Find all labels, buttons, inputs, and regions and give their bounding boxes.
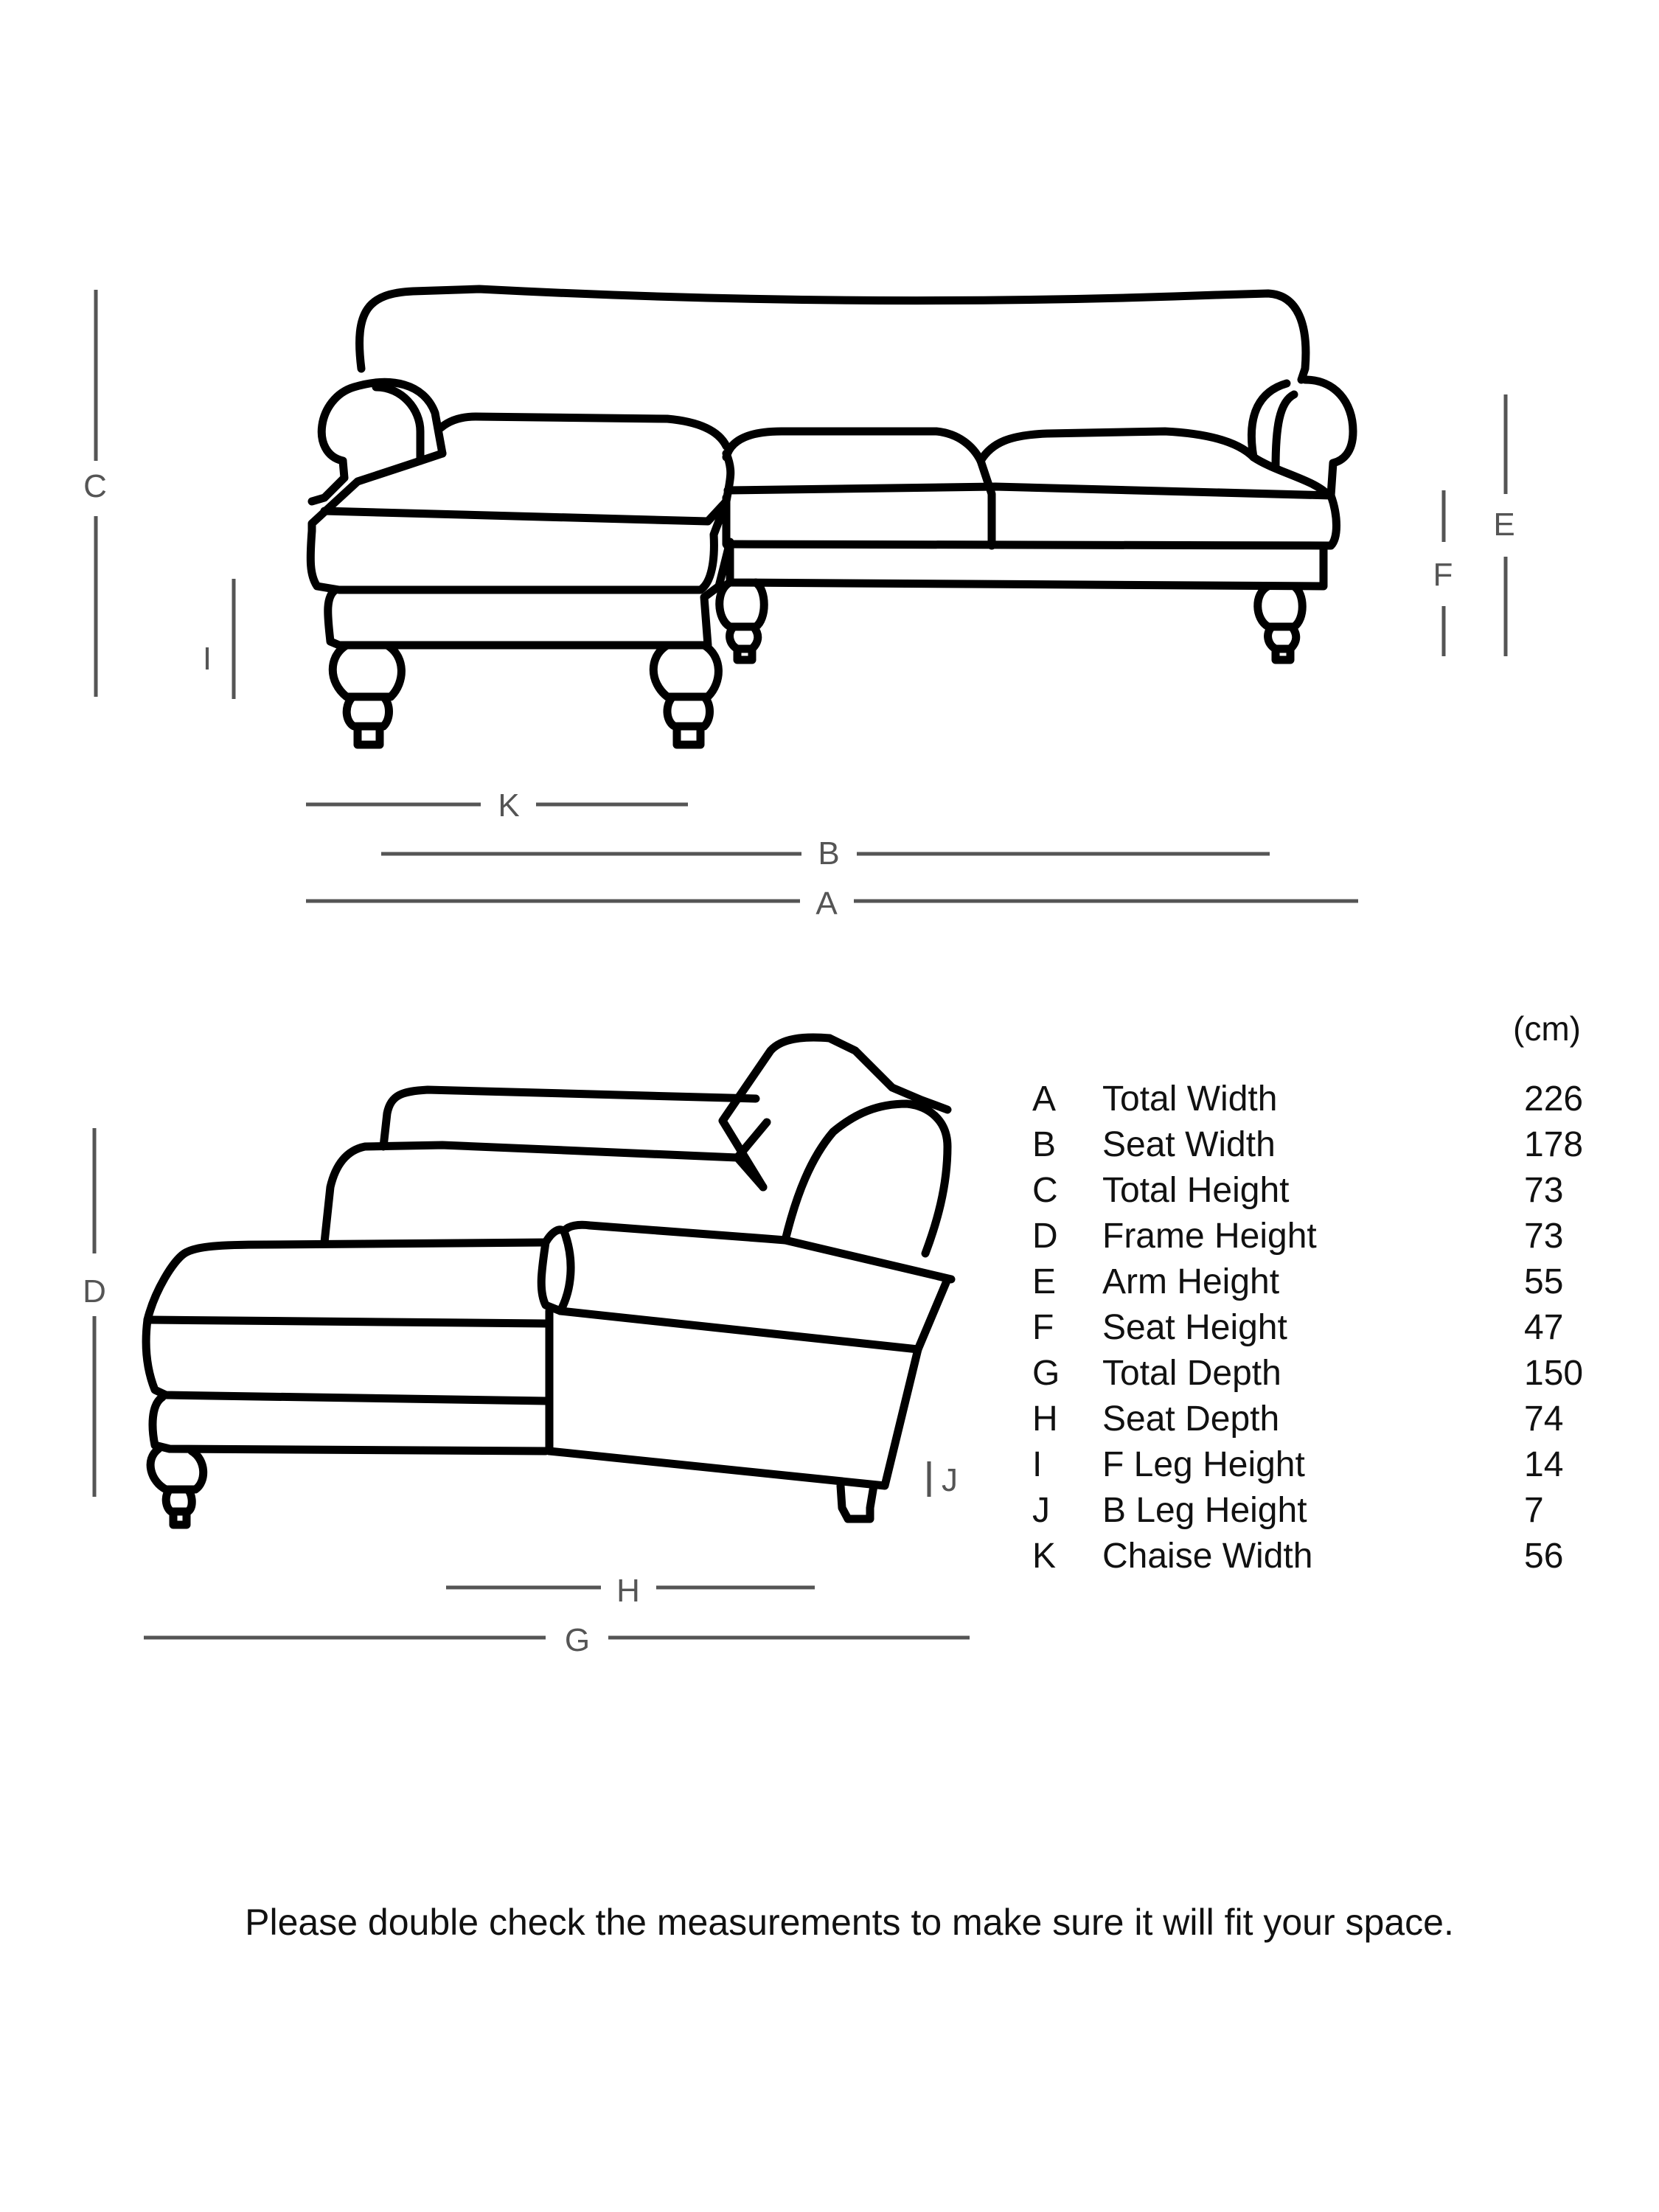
spec-name: F Leg Height [1102, 1445, 1305, 1484]
spec-row-a [1018, 1077, 1607, 1122]
dimension-label-i: I [202, 641, 212, 677]
spec-name: Seat Depth [1102, 1399, 1280, 1439]
spec-row-d [1018, 1214, 1607, 1259]
spec-name: Arm Height [1102, 1262, 1280, 1301]
spec-letter: F [1032, 1308, 1054, 1347]
spec-letter: A [1032, 1079, 1057, 1119]
spec-value: 74 [1524, 1399, 1564, 1439]
spec-value: 73 [1524, 1217, 1564, 1256]
spec-value: 14 [1524, 1445, 1564, 1484]
dimension-label-e: E [1493, 507, 1515, 543]
spec-name: Total Width [1102, 1079, 1278, 1119]
dimension-label-f: F [1433, 557, 1453, 593]
spec-row-i [1018, 1442, 1607, 1488]
dimension-label-g: G [564, 1622, 591, 1658]
side-view-sofa-drawing [146, 1037, 951, 1525]
spec-row-b [1018, 1122, 1607, 1168]
spec-letter: I [1032, 1445, 1043, 1484]
dimension-label-c: C [83, 468, 107, 504]
dimension-label-b: B [818, 835, 840, 872]
spec-value: 73 [1524, 1171, 1564, 1210]
spec-letter: K [1032, 1537, 1057, 1576]
spec-value: 150 [1524, 1354, 1584, 1393]
spec-row-k [1018, 1534, 1607, 1579]
spec-row-e [1018, 1259, 1607, 1305]
spec-value: 178 [1524, 1125, 1584, 1164]
spec-value: 7 [1524, 1491, 1544, 1530]
spec-letter: J [1032, 1491, 1050, 1530]
spec-name: Frame Height [1102, 1217, 1317, 1256]
spec-name: Chaise Width [1102, 1537, 1313, 1576]
spec-value: 226 [1524, 1079, 1584, 1119]
spec-value: 55 [1524, 1262, 1564, 1301]
spec-value: 47 [1524, 1308, 1564, 1347]
spec-row-g [1018, 1351, 1607, 1397]
dimension-label-d: D [83, 1273, 106, 1310]
dimension-label-k: K [498, 787, 520, 824]
spec-name: B Leg Height [1102, 1491, 1307, 1530]
spec-letter: G [1032, 1354, 1060, 1393]
fit-disclaimer-note: Please double check the measurements to make sure it will fit your space. [245, 1902, 1454, 1943]
spec-row-h [1018, 1397, 1607, 1442]
spec-letter: C [1032, 1171, 1058, 1210]
spec-row-f [1018, 1305, 1607, 1351]
spec-name: Seat Height [1102, 1308, 1287, 1347]
unit-label: (cm) [1513, 1009, 1581, 1048]
spec-letter: D [1032, 1217, 1058, 1256]
spec-row-c [1018, 1168, 1607, 1214]
spec-name: Total Height [1102, 1171, 1290, 1210]
dimension-label-a: A [815, 886, 838, 922]
spec-name: Seat Width [1102, 1125, 1276, 1164]
spec-name: Total Depth [1102, 1354, 1281, 1393]
dimension-label-h: H [616, 1573, 640, 1609]
spec-letter: H [1032, 1399, 1058, 1439]
spec-value: 56 [1524, 1537, 1564, 1576]
front-view-sofa-drawing [310, 289, 1353, 745]
spec-letter: E [1032, 1262, 1057, 1301]
dimension-label-j: J [942, 1462, 958, 1498]
spec-letter: B [1032, 1125, 1057, 1164]
spec-row-j [1018, 1488, 1607, 1534]
